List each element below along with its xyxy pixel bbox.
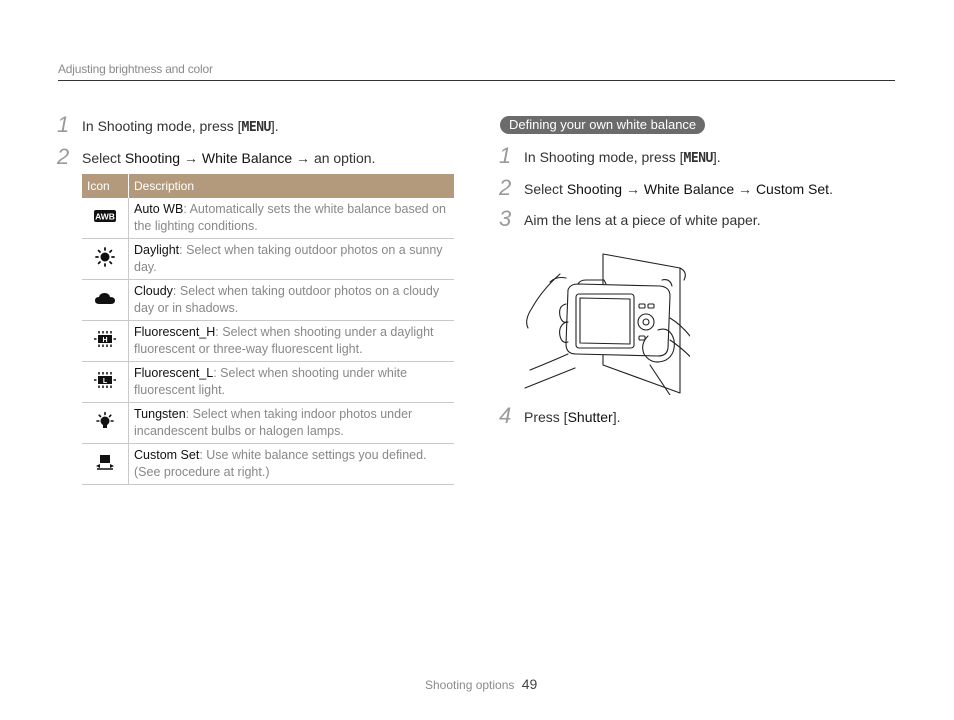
left-step-1 bbox=[57, 112, 279, 137]
shutter-key: Shutter bbox=[567, 409, 613, 425]
footer-label: Shooting options bbox=[425, 678, 515, 692]
white-balance-table bbox=[82, 174, 454, 485]
header-rule bbox=[58, 80, 895, 81]
row-name: Fluorescent_L bbox=[134, 366, 214, 380]
step-text-end: . bbox=[829, 181, 833, 197]
row-name: Cloudy bbox=[134, 284, 173, 298]
step-text-end: ]. bbox=[270, 118, 279, 134]
step-number: 3 bbox=[499, 206, 512, 231]
menu-white-balance: White Balance bbox=[643, 181, 735, 197]
right-step-2 bbox=[499, 175, 833, 200]
table-row bbox=[82, 444, 454, 485]
menu-white-balance: White Balance bbox=[201, 150, 293, 166]
step-text: Select bbox=[524, 181, 567, 197]
section-pill-title: Defining your own white balance bbox=[500, 116, 705, 134]
section-header: Adjusting brightness and color bbox=[58, 62, 213, 76]
menu-key: MENU bbox=[241, 120, 271, 135]
step-number: 4 bbox=[499, 403, 512, 428]
step-text: Aim the lens at a piece of white paper. bbox=[524, 212, 761, 228]
row-name: Fluorescent_H bbox=[134, 325, 216, 339]
svg-text:AWB: AWB bbox=[95, 211, 115, 221]
table-row bbox=[82, 239, 454, 280]
tungsten-icon bbox=[82, 403, 129, 444]
page-number: 49 bbox=[521, 676, 538, 692]
table-row bbox=[82, 198, 454, 239]
table-row bbox=[82, 321, 454, 362]
step-text-end: ]. bbox=[712, 149, 721, 165]
arrow: → bbox=[734, 181, 756, 197]
row-description bbox=[129, 403, 455, 444]
step-number: 2 bbox=[499, 175, 512, 200]
row-desc: : Select when shooting under white fluorescent light. bbox=[134, 366, 408, 397]
menu-key: MENU bbox=[683, 151, 713, 166]
menu-shooting: Shooting bbox=[124, 150, 181, 166]
row-desc: : Select when shooting under a daylight fluorescent or three-way fluorescent light. bbox=[134, 325, 434, 356]
fluorescent-h-icon bbox=[82, 321, 129, 362]
row-description bbox=[129, 239, 455, 280]
step-number: 2 bbox=[57, 144, 70, 169]
row-desc: : Select when taking outdoor photos on a sunny day. bbox=[134, 243, 443, 274]
step-text: Select bbox=[82, 150, 125, 166]
step-text: In Shooting mode, press [ bbox=[524, 149, 684, 165]
step-number: 1 bbox=[57, 112, 70, 137]
step-text-end: ]. bbox=[612, 409, 621, 425]
svg-text:L: L bbox=[102, 377, 108, 385]
row-description bbox=[129, 280, 455, 321]
step-text-end: an option. bbox=[313, 150, 376, 166]
row-name: Daylight bbox=[134, 243, 180, 257]
column-header-description: Description bbox=[129, 174, 455, 198]
table-row bbox=[82, 362, 454, 403]
row-desc: : Use white balance settings you defined. (See procedure at right.) bbox=[134, 448, 427, 479]
sun-icon bbox=[82, 239, 129, 280]
step-text: In Shooting mode, press [ bbox=[82, 118, 242, 134]
menu-shooting: Shooting bbox=[566, 181, 623, 197]
left-step-2 bbox=[57, 144, 376, 169]
row-name: Auto WB bbox=[134, 202, 184, 216]
arrow: → bbox=[292, 150, 314, 166]
right-step-1 bbox=[499, 143, 721, 168]
menu-custom-set: Custom Set bbox=[755, 181, 830, 197]
row-description bbox=[129, 362, 455, 403]
row-desc: : Select when taking outdoor photos on a cloudy day or in shadows. bbox=[134, 284, 440, 315]
custom-set-icon bbox=[82, 444, 129, 485]
table-row bbox=[82, 403, 454, 444]
table-row bbox=[82, 280, 454, 321]
right-step-4 bbox=[499, 403, 621, 428]
svg-text:H: H bbox=[102, 336, 108, 344]
row-description bbox=[129, 321, 455, 362]
step-number: 1 bbox=[499, 143, 512, 168]
arrow: → bbox=[180, 150, 202, 166]
row-description bbox=[129, 444, 455, 485]
arrow: → bbox=[622, 181, 644, 197]
cloud-icon bbox=[82, 280, 129, 321]
row-description bbox=[129, 198, 455, 239]
awb-icon bbox=[82, 198, 129, 239]
page-footer bbox=[425, 676, 537, 692]
step-text: Press [ bbox=[524, 409, 568, 425]
row-desc: : Automatically sets the white balance based on the lighting conditions. bbox=[134, 202, 446, 233]
fluorescent-l-icon bbox=[82, 362, 129, 403]
row-desc: : Select when taking indoor photos under incandescent bulbs or halogen lamps. bbox=[134, 407, 413, 438]
row-name: Tungsten bbox=[134, 407, 186, 421]
camera-white-paper-illustration bbox=[520, 250, 690, 395]
column-header-icon: Icon bbox=[82, 174, 129, 198]
row-name: Custom Set bbox=[134, 448, 200, 462]
right-step-3 bbox=[499, 206, 761, 231]
